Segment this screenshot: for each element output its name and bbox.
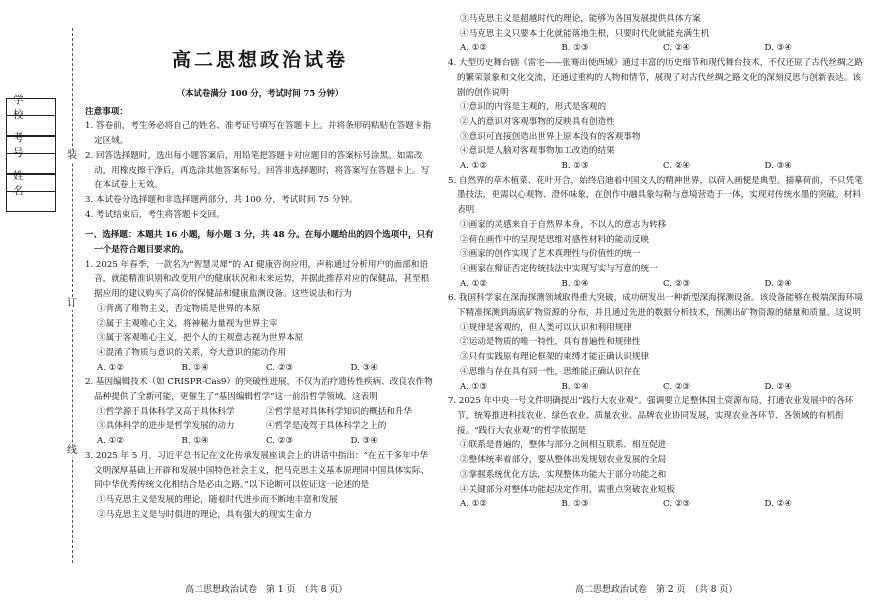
statement: ②哲学是对具体科学知识的概括和升华 [266, 406, 413, 417]
option-b[interactable]: B. ①④ [181, 362, 209, 373]
page-2 [440, 0, 870, 603]
exam-number-label: 考 号 [6, 136, 56, 154]
statement: ③意识可直接创造出世界上原本没有的客观事物 [460, 131, 641, 142]
notice-item: 1. 答卷前，考生务必将自己的姓名、准考证号填写在答题卡上。并将条形码粘贴在答题卡指定区域。 [85, 121, 432, 147]
bind-char-xian: 线 [67, 445, 77, 456]
statement: ①意识的内容是主观的，形式是客观的 [460, 102, 607, 113]
option-a[interactable]: A. ①② [460, 499, 488, 510]
option-c[interactable]: C. ②③ [663, 278, 691, 289]
option-d[interactable]: D. ③④ [350, 362, 378, 373]
binding-line [72, 28, 73, 563]
bind-char-ding: 订 [67, 298, 77, 309]
option-a[interactable]: A. ①③ [460, 381, 488, 392]
option-b[interactable]: B. ①④ [561, 278, 589, 289]
statement: ③只有实践原有理论框架的束缚才能正确认识规律 [460, 352, 650, 363]
question-7-stem: 7. 2025 年中央一号文件明确提出“践行大农业观”。强调要立足整体国土资源布局，打通农业发展中的各环节，统筹推进科技农业、绿色农业、质量农业、品牌农业协同发展，实现农业各环节、各领域的有机衔接。“践行大农业观”的哲学依据是 [448, 396, 854, 436]
option-d[interactable]: D. ②④ [764, 499, 792, 510]
statement: ①背离了唯物主义，否定物质是世界的本原 [97, 303, 261, 314]
question-1-options [85, 361, 435, 376]
page-1-content [85, 48, 435, 522]
statement: ③画家的创作实现了艺术真理性与价值性的统一 [460, 249, 641, 260]
page-2-content [448, 12, 866, 512]
question-6-stem: 6. 我国科学家在深海探测领域取得重大突破，成功研发出一种新型深海探测设备。该设备能够在极端深海环境下精准探测到海底矿物资源的分布，并且通过先进的数据分析技术，预测出矿物资源的储量和质量。这说明 [448, 293, 863, 319]
option-c[interactable]: C. ②③ [266, 436, 294, 447]
option-a[interactable]: A. ①② [460, 278, 488, 289]
statement: ③具体科学的进步是哲学发展的动力 [97, 421, 235, 432]
statement: ②人的意识对客观事物的反映具有创造性 [460, 116, 615, 127]
question-2-statements-row [85, 405, 435, 420]
question-3-options [448, 41, 866, 56]
name-field[interactable] [6, 192, 56, 212]
option-b[interactable]: B. ①③ [561, 161, 589, 172]
option-a[interactable]: A. ①② [460, 161, 488, 172]
option-b[interactable]: B. ①④ [181, 436, 209, 447]
exam-subtitle: （本试卷满分 100 分，考试时间 75 分钟） [176, 88, 344, 98]
statement: ④哲学是凌驾于具体科学之上的 [266, 421, 387, 432]
notice-item: 4. 考试结束后，考生将答题卡交回。 [85, 209, 225, 220]
page-1-footer: 高二思想政治试卷 第 1 页 （共 8 页） [185, 585, 348, 595]
option-c[interactable]: C. ②③ [266, 362, 294, 373]
option-d[interactable]: D. ③④ [764, 161, 792, 172]
option-c[interactable]: C. ②③ [663, 381, 691, 392]
statement: ①规律是客观的，但人类可以认识和利用规律 [460, 322, 632, 333]
page-2-footer: 高二思想政治试卷 第 2 页 （共 8 页） [575, 585, 738, 595]
option-c[interactable]: C. ②④ [663, 43, 691, 54]
statement: ①联系是普遍的，整体与部分之间相互联系、相互促进 [460, 440, 667, 451]
question-3-stem: 3. 2025 年 5 月，习近平总书记在文化传承发展座谈会上的讲话中指出：“在五千多年中华文明深厚基础上开辟和发展中国特色社会主义，把马克思主义基本原理同中国具体实际、同中华优秀传统文化相结合是必由之路。”以下论断可以佐证这一论述的是 [85, 450, 430, 491]
notice-heading: 注意事项： [85, 106, 128, 117]
question-7-options [448, 497, 866, 512]
statement: ②整体统率着部分，要从整体出发规划农业发展的全局 [460, 455, 667, 466]
option-a[interactable]: A. ①② [97, 436, 125, 447]
option-d[interactable]: D. ③④ [350, 436, 378, 447]
statement: ①画家的灵感来自于自然界本身，不以人的意志为转移 [460, 219, 667, 230]
question-5-stem: 5. 自然界的草木植菜、花叶开合，始终启迪着中国文人的精神世界，以荷入画便是典型。描摹荷前，不只凭笔墨技法，更需以心观物、澄怀味象，在创作中融具象勾勒与意境营造于一体，实现对传统水墨的突破。材料表明 [448, 175, 863, 216]
option-b[interactable]: B. ①③ [561, 499, 589, 510]
question-4-stem: 4. 大型历史舞台剧《雷宅——张骞出使西域》通过丰富的历史细节和现代舞台技术，不仅还原了古代丝绸之路的繁荣景象和文化交流，还通过重构的人物和情节，展现了对古代丝绸之路文化的深刻反思与创新表达。该剧的创作说明 [448, 58, 863, 98]
statement: ④思维与存在具有同一性，思维能正确认识存在 [460, 366, 641, 377]
statement: ④混淆了物质与意识的关系，夸大意识的能动作用 [97, 347, 287, 358]
statement: ①马克思主义是发展的理论，随着时代进步而不断地丰富和发展 [97, 494, 338, 505]
question-2-stem: 2. 基因编辑技术（如 CRISPR-Cas9）的突破性进展，不仅为治疗遗传性疾病、改良农作物品种提供了全新可能，更催生了“基因编辑哲学”这一前沿哲学领域。这表明 [85, 377, 433, 403]
option-b[interactable]: B. ①④ [561, 381, 589, 392]
option-c[interactable]: C. ②④ [663, 161, 691, 172]
statement: ②运动是物质的唯一特性，具有普遍性和规律性 [460, 337, 641, 348]
statement: ①哲学源于具体科学又高于具体科学 [97, 406, 235, 417]
notice-item: 3. 本试卷分选择题和非选择题两部分，共 100 分，考试时间 75 分钟。 [85, 194, 358, 205]
name-label: 姓 名 [6, 174, 56, 192]
question-6-options [448, 380, 866, 395]
option-a[interactable]: A. ①② [97, 362, 125, 373]
page-title: 高二思想政治试卷 [171, 49, 348, 71]
statement: ③马克思主义是超越时代的理论，能够为各国发展提供具体方案 [460, 14, 701, 24]
statement: ②马克思主义是与时俱进的理论，具有强大的现实生命力 [97, 509, 312, 520]
question-5-options [448, 277, 866, 292]
option-a[interactable]: A. ①② [460, 43, 488, 54]
question-1-stem: 1. 2025 年春季，一款名为“智慧灵犀”的 AI 健康咨询应用，声称通过分析用户的面部和语音，就能精准识别和改变用户的健康状况和未来运势，并据此推荐对应的保健品，甚至根据应用的建议购买了高价的保健品和健康监测设备。这些说法和行为 [85, 259, 430, 300]
option-d[interactable]: D. ③④ [764, 43, 792, 54]
statement: ②荷在画作中的呈现是思维对感性材料的能动反映 [460, 234, 650, 245]
statement: ②属于主观唯心主义，将神秘力量视为世界主宰 [97, 318, 278, 329]
statement: ④画家在辩证否定传统技法中实现写实与写意的统一 [460, 263, 658, 274]
statement: ④关键部分对整体功能起决定作用，需重点突破农业短板 [460, 484, 675, 495]
question-2-statements-row [85, 419, 435, 434]
statement: ④马克思主义只要本土化就能落地生根，只要时代化就能充满生机 [460, 28, 710, 39]
section-heading: 一、选择题：本题共 16 小题，每小题 3 分，共 48 分。在每小题给出的四个选项中，只有一个是符合题目要求的。 [85, 230, 434, 256]
bind-char-zhuang: 装 [67, 150, 77, 161]
question-2-options [85, 434, 435, 449]
option-d[interactable]: D. ②④ [764, 278, 792, 289]
school-label: 学 校 [6, 98, 56, 116]
option-c[interactable]: C. ②③ [663, 499, 691, 510]
option-b[interactable]: B. ①③ [561, 43, 589, 54]
question-4-options [448, 159, 866, 174]
statement: ③属于客观唯心主义，把个人的主观意志视为世界本原 [97, 333, 304, 344]
option-d[interactable]: D. ②④ [764, 381, 792, 392]
statement: ③掌握系统优化方法，实现整体功能大于部分功能之和 [460, 469, 667, 480]
notice-item: 2. 回答选择题时，选出每小题答案后，用铅笔把答题卡对应题目的答案标号涂黑。如需改动，用橡皮擦干净后，再选涂其他答案标号。回答非选择题时，将答案写在答题卡上。写在本试卷上无效。 [85, 150, 430, 191]
statement: ④意识是人脑对客观事物加工改造的结果 [460, 146, 615, 157]
